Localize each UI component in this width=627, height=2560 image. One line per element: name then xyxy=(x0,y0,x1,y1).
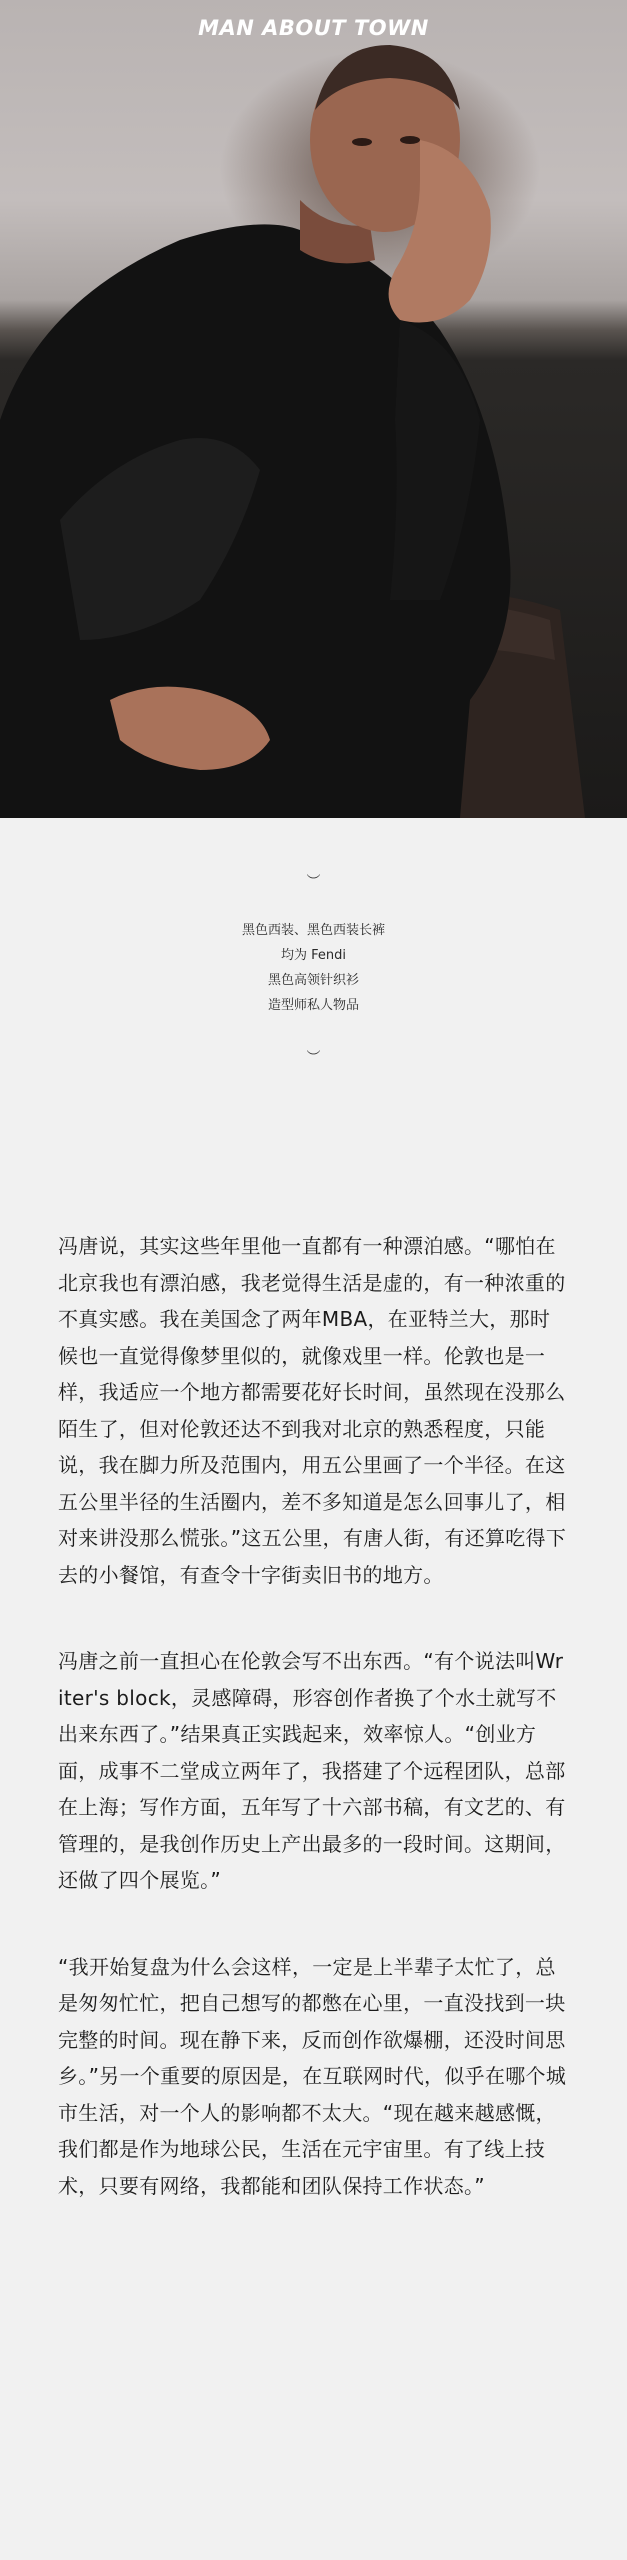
right-eye xyxy=(400,136,420,144)
article-paragraph: “我开始复盘为什么会这样，一定是上半辈子太忙了，总是匆匆忙忙，把自己想写的都憋在心里，一直没找到一块完整的时间。现在静下来，反而创作欲爆棚，还没时间思乡。”另一个重要的原因是，在互联网时代，似乎在哪个城市生活，对一个人的影响都不太大。“现在越来越感慨，我们都是作为地球公民，生活在元宇宙里。有了线上技术，只要有网络，我都能和团队保持工作状态。” xyxy=(58,1954,567,2198)
masthead-logo: MAN ABOUT TOWN xyxy=(198,16,429,40)
article-paragraph: 冯唐说，其实这些年里他一直都有一种漂泊感。“哪怕在北京我也有漂泊感，我老觉得生活是虚的，有一种浓重的不真实感。我在美国念了两年MBA，在亚特兰大，那时候也一直觉得像梦里似的，就像戏里一样。伦敦也是一样，我适应一个地方都需要花好长时间，虽然现在没那么陌生了，但对伦敦还达不到我对北京的熟悉程度，只能说，我在脚力所及范围内，用五公里画了一个半径。在这五公里半径的生活圈内，差不多知道是怎么回事儿了，相对来讲没那么慌张。”这五公里，有唐人街，有还算吃得下去的小餐馆，有查令十字街卖旧书的地方。 xyxy=(58,1234,567,1587)
portrait-figure xyxy=(0,0,627,818)
caption-lines xyxy=(0,918,627,1018)
caption-line: 造型师私人物品 xyxy=(267,998,359,1013)
caption-line: 黑色高领针织衫 xyxy=(267,973,359,988)
caption-line: 黑色西装、黑色西装长裤 xyxy=(241,923,385,938)
caption-line: 均为 Fendi xyxy=(280,948,346,963)
hero-photo xyxy=(0,0,627,818)
article-paragraph: 冯唐之前一直担心在伦敦会写不出东西。“有个说法叫Writer's block，灵感障碍，形容创作者换了个水土就写不出来东西了。”结果真正实践起来，效率惊人。“创业方面，成事不二堂成立两年了，我搭建了个远程团队，总部在上海；写作方面，五年写了十六部书稿，有文艺的、有管理的，是我创作历史上产出最多的一段时间。这期间，还做了四个展览。” xyxy=(58,1649,566,1892)
caption-bracket-bottom: ︶ xyxy=(306,1050,321,1066)
article-body xyxy=(0,1228,627,2204)
photo-caption xyxy=(0,818,627,1228)
caption-bracket-top: ︶ xyxy=(306,874,321,890)
left-eye xyxy=(352,138,372,146)
